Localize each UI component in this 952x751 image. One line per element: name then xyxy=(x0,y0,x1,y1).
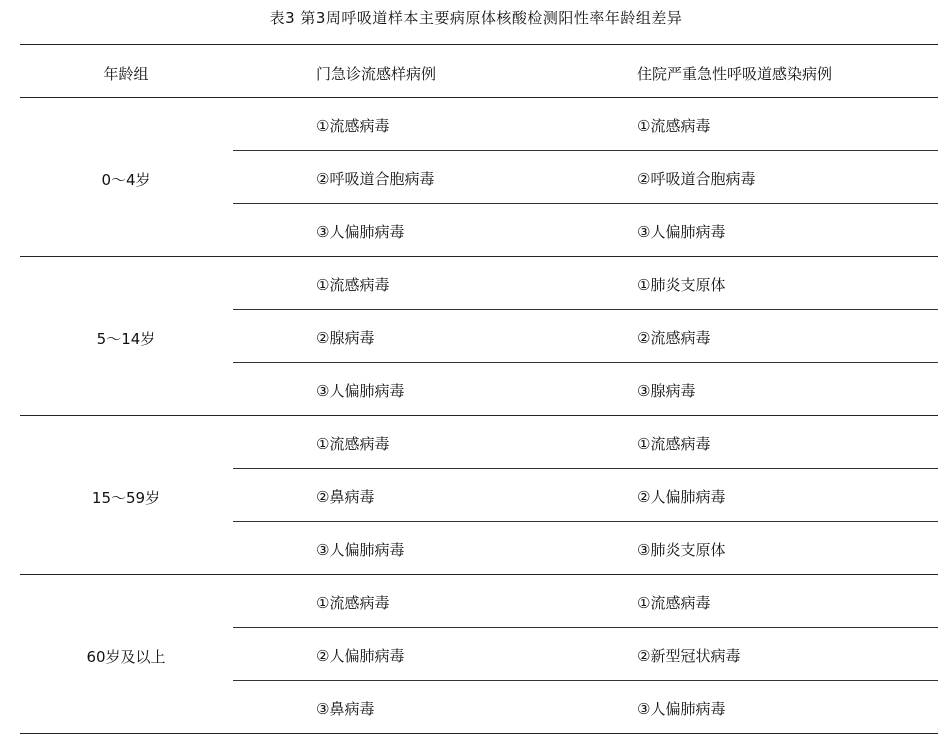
outpatient-cell: ③人偏肺病毒 xyxy=(316,223,405,241)
row-divider xyxy=(233,521,938,522)
group-divider xyxy=(20,415,938,416)
inpatient-cell: ①肺炎支原体 xyxy=(637,276,726,294)
inpatient-cell: ③人偏肺病毒 xyxy=(637,700,726,718)
row-divider xyxy=(233,468,938,469)
age-group-cell: 0～4岁 xyxy=(101,171,151,189)
outpatient-cell: ③鼻病毒 xyxy=(316,700,375,718)
inpatient-cell: ②新型冠状病毒 xyxy=(637,647,741,665)
header-rule xyxy=(20,97,938,98)
age-group-cell: 5～14岁 xyxy=(96,330,156,348)
outpatient-cell: ③人偏肺病毒 xyxy=(316,382,405,400)
group-divider xyxy=(20,256,938,257)
table-top-rule xyxy=(20,44,938,45)
outpatient-cell: ③人偏肺病毒 xyxy=(316,541,405,559)
header-age-group: 年龄组 xyxy=(103,65,149,83)
outpatient-cell: ①流感病毒 xyxy=(316,276,390,294)
header-outpatient: 门急诊流感样病例 xyxy=(316,65,437,83)
row-divider xyxy=(233,362,938,363)
inpatient-cell: ②人偏肺病毒 xyxy=(637,488,726,506)
row-divider xyxy=(233,627,938,628)
inpatient-cell: ③人偏肺病毒 xyxy=(637,223,726,241)
inpatient-cell: ③肺炎支原体 xyxy=(637,541,726,559)
inpatient-cell: ①流感病毒 xyxy=(637,117,711,135)
outpatient-cell: ①流感病毒 xyxy=(316,435,390,453)
row-divider xyxy=(233,309,938,310)
row-divider xyxy=(233,203,938,204)
inpatient-cell: ①流感病毒 xyxy=(637,594,711,612)
age-group-cell: 60岁及以上 xyxy=(86,648,166,666)
outpatient-cell: ①流感病毒 xyxy=(316,117,390,135)
inpatient-cell: ①流感病毒 xyxy=(637,435,711,453)
group-divider xyxy=(20,574,938,575)
table-caption: 表3 第3周呼吸道样本主要病原体核酸检测阳性率年龄组差异 xyxy=(269,9,683,27)
outpatient-cell: ①流感病毒 xyxy=(316,594,390,612)
outpatient-cell: ②腺病毒 xyxy=(316,329,375,347)
row-divider xyxy=(233,680,938,681)
inpatient-cell: ②呼吸道合胞病毒 xyxy=(637,170,756,188)
age-group-cell: 15～59岁 xyxy=(91,489,161,507)
outpatient-cell: ②人偏肺病毒 xyxy=(316,647,405,665)
inpatient-cell: ②流感病毒 xyxy=(637,329,711,347)
inpatient-cell: ③腺病毒 xyxy=(637,382,696,400)
row-divider xyxy=(233,150,938,151)
outpatient-cell: ②鼻病毒 xyxy=(316,488,375,506)
outpatient-cell: ②呼吸道合胞病毒 xyxy=(316,170,435,188)
table-bottom-rule xyxy=(20,733,938,734)
header-inpatient: 住院严重急性呼吸道感染病例 xyxy=(637,65,833,83)
